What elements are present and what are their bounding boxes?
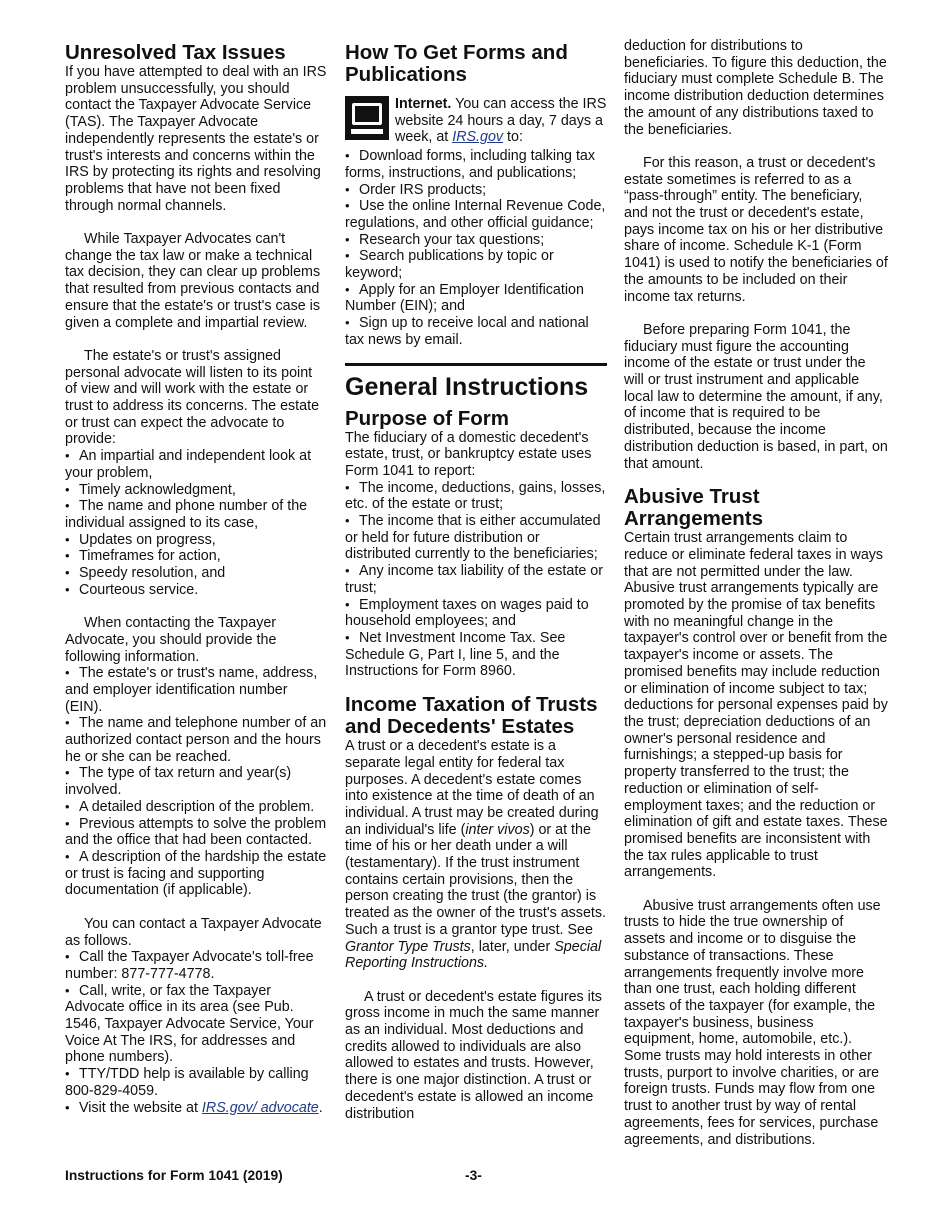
list-item: • Updates on progress, (65, 532, 327, 549)
bullet-list-internet (345, 148, 607, 348)
list-item: • Employment taxes on wages paid to household employees; and (345, 597, 607, 630)
text: A trust or a decedent's estate is a separate legal entity for federal tax purposes. A decedent's estate comes into existence at the time of death of an individual. A trust may be created during an individual's life ( (345, 738, 599, 838)
list-item: • The name and phone number of the individual assigned to its case, (65, 498, 327, 531)
heading-purpose-of-form: Purpose of Form (345, 406, 510, 430)
bullet-list-contact-info (65, 665, 327, 899)
bullet-list-contact-methods (65, 949, 327, 1116)
text: to: (503, 129, 523, 146)
list-item: • Call the Taxpayer Advocate's toll-free number: 877-777-4778. (65, 949, 327, 982)
heading-unresolved-tax-issues: Unresolved Tax Issues (65, 41, 286, 64)
paragraph: You can contact a Taxpayer Advocate as follows. (65, 915, 322, 949)
italic-text: Special Reporting Instructions. (345, 938, 602, 972)
paragraph: The fiduciary of a domestic decedent's estate, trust, or bankruptcy estate uses Form 1041 to report: (345, 429, 592, 479)
list-item: • Timely acknowledgment, (65, 482, 327, 499)
list-item: • Net Investment Income Tax. See Schedule G, Part I, line 5, and the Instructions for Form 8960. (345, 630, 607, 680)
italic-text: Grantor Type Trusts (345, 938, 471, 955)
list-item: • The income, deductions, gains, losses, etc. of the estate or trust; (345, 480, 607, 513)
heading-how-to-get-forms: How To Get Forms and Publications (345, 41, 568, 86)
irs-gov-link[interactable]: IRS.gov (452, 129, 504, 146)
footer-form-title: Instructions for Form 1041 (2019) (65, 1168, 283, 1183)
paragraph (345, 738, 607, 972)
bullet-list-advocate-provides (65, 448, 327, 598)
list-item: • Research your tax questions; (345, 232, 607, 249)
paragraph: Before preparing Form 1041, the fiduciary must figure the accounting income of the estate or trust under the will or trust instrument and applicable local law to determine the amount, if any, of income that is required to be distributed, because the income distribution deduction is based, in part, on that amount. (624, 321, 888, 472)
paragraph: When contacting the Taxpayer Advocate, you should provide the following information. (65, 615, 277, 665)
paragraph: If you have attempted to deal with an IRS problem unsuccessfully, you should contact the Taxpayer Advocate Service (TAS). The Taxpayer Advocate independently represents the estate's or trust's interests and concerns within the IRS by protecting its rights and resolving problems that have not been fixed through normal channels. (65, 64, 327, 214)
text: . (318, 1099, 323, 1116)
list-item: • Use the online Internal Revenue Code, regulations, and other official guidance; (345, 198, 607, 231)
column-middle (345, 38, 607, 1122)
column-left (65, 38, 327, 1116)
paragraph: The estate's or trust's assigned personal advocate will listen to its point of view and will work with the estate or trust to address its concerns. The estate or trust can expect the advocate to provide: (65, 347, 320, 448)
list-item: • A detailed description of the problem. (65, 799, 327, 816)
list-item: • Search publications by topic or keyword; (345, 248, 607, 281)
list-item (65, 1100, 327, 1117)
paragraph: A trust or decedent's estate figures its gross income in much the same manner as an individual. Most deductions and credits allowed to individuals are also allowed to estates and trusts. However, there is one major distinction. A trust or decedent's estate is allowed an income distribution (345, 988, 602, 1122)
text: Visit the website at (79, 1099, 202, 1116)
text: You can access the IRS website 24 hours a day, 7 days a week, at (395, 96, 607, 146)
paragraph: For this reason, a trust or decedent's estate sometimes is referred to as a “pass-through” entity. The beneficiary, and not the trust or decedent's estate, pays income tax on his or her distributive share of income. Schedule K-1 (Form 1041) is used to notify the beneficiaries of the amounts to be included on their income tax returns. (624, 154, 888, 305)
list-item: • The income that is either accumulated or held for future distribution or distributed currently to the beneficiaries; (345, 513, 607, 563)
list-item: • Speedy resolution, and (65, 565, 327, 582)
page-number: -3- (465, 1168, 482, 1183)
text: , later, under (470, 938, 555, 955)
list-item: • TTY/TDD help is available by calling 800-829-4059. (65, 1066, 327, 1099)
list-item: • The name and telephone number of an authorized contact person and the hours he or she can be reached. (65, 715, 327, 765)
list-item: • Courteous service. (65, 582, 327, 599)
bullet-list-purpose (345, 480, 607, 680)
list-item: • Apply for an Employer Identification Number (EIN); and (345, 282, 607, 315)
list-item: • Download forms, including talking tax forms, instructions, and publications; (345, 148, 607, 181)
column-right (624, 38, 888, 1148)
list-item: • The type of tax return and year(s) involved. (65, 765, 327, 798)
heading-general-instructions: General Instructions (345, 372, 589, 401)
italic-text: inter vivos (465, 821, 530, 838)
list-item: • A description of the hardship the estate or trust is facing and supporting documentation (if applicable). (65, 849, 327, 899)
text: ) or at the time of his or her death under a will (testamentary). If the trust instrument contains certain provisions, then the person creating the trust (the grantor) is treated as the owner of the trust's assets. Such a trust is a grantor type trust. See (345, 821, 607, 938)
internet-label: Internet. (395, 96, 452, 112)
list-item: • Call, write, or fax the Taxpayer Advocate office in its area (see Pub. 1546, Taxpayer Advocate Service, Your Voice At The IRS, for addresses and phone numbers). (65, 983, 327, 1067)
heading-income-taxation: Income Taxation of Trusts and Decedents' Estates (345, 693, 598, 739)
list-item: • Timeframes for action, (65, 548, 327, 565)
paragraph: Certain trust arrangements claim to reduce or eliminate federal taxes in ways that are not permitted under the law. Abusive trust arrangements typically are promoted by the promise of tax benefits with no meaningful change in the taxpayer's control over or benefit from the taxpayer's income or assets. The promised benefits may include reduction or elimination of income subject to tax; deductions for personal expenses paid by the trust; depreciation deductions of an owner's personal residence and furnishings; a stepped-up basis for property transferred to the trust; the reduction or elimination of self-employment taxes; and the reduction or elimination of gift and estate taxes. These promised benefits are inconsistent with the tax rules applicable to trust arrangements. (624, 530, 888, 881)
list-item: • Any income tax liability of the estate or trust; (345, 563, 607, 596)
computer-icon (345, 96, 389, 140)
irs-advocate-link[interactable]: IRS.gov/ advocate (201, 1099, 319, 1116)
list-item: • Order IRS products; (345, 182, 607, 199)
section-divider (345, 363, 607, 366)
paragraph: Abusive trust arrangements often use trusts to hide the true ownership of assets and income or to disguise the substance of transactions. These arrangements frequently involve more than one trust, each holding different assets of the taxpayer (for example, the taxpayer's business, business equipment, home, automobile, etc.). Some trusts may hold interests in other trusts, purport to involve charities, or are foreign trusts. Funds may flow from one trust to another trust by way of rental agreements, fees for services, purchase agreements, and distributions. (624, 897, 881, 1148)
list-item: • Sign up to receive local and national tax news by email. (345, 315, 607, 348)
list-item: • Previous attempts to solve the problem and the office that had been contacted. (65, 816, 327, 849)
list-item: • The estate's or trust's name, address, and employer identification number (EIN). (65, 665, 327, 715)
list-item: • An impartial and independent look at your problem, (65, 448, 327, 481)
paragraph: deduction for distributions to beneficiaries. To figure this deduction, the fiduciary must complete Schedule B. The income distribution deduction determines the amount of any distributions taxed to the beneficiaries. (624, 38, 887, 138)
paragraph: While Taxpayer Advocates can't change the tax law or make a technical tax decision, they can clear up problems that resulted from previous contacts and ensure that the estate's or trust's case is given a complete and impartial review. (65, 231, 321, 331)
internet-block (345, 96, 607, 146)
internet-paragraph (395, 96, 607, 146)
heading-abusive-trust-arrangements: Abusive Trust Arrangements (624, 485, 763, 531)
